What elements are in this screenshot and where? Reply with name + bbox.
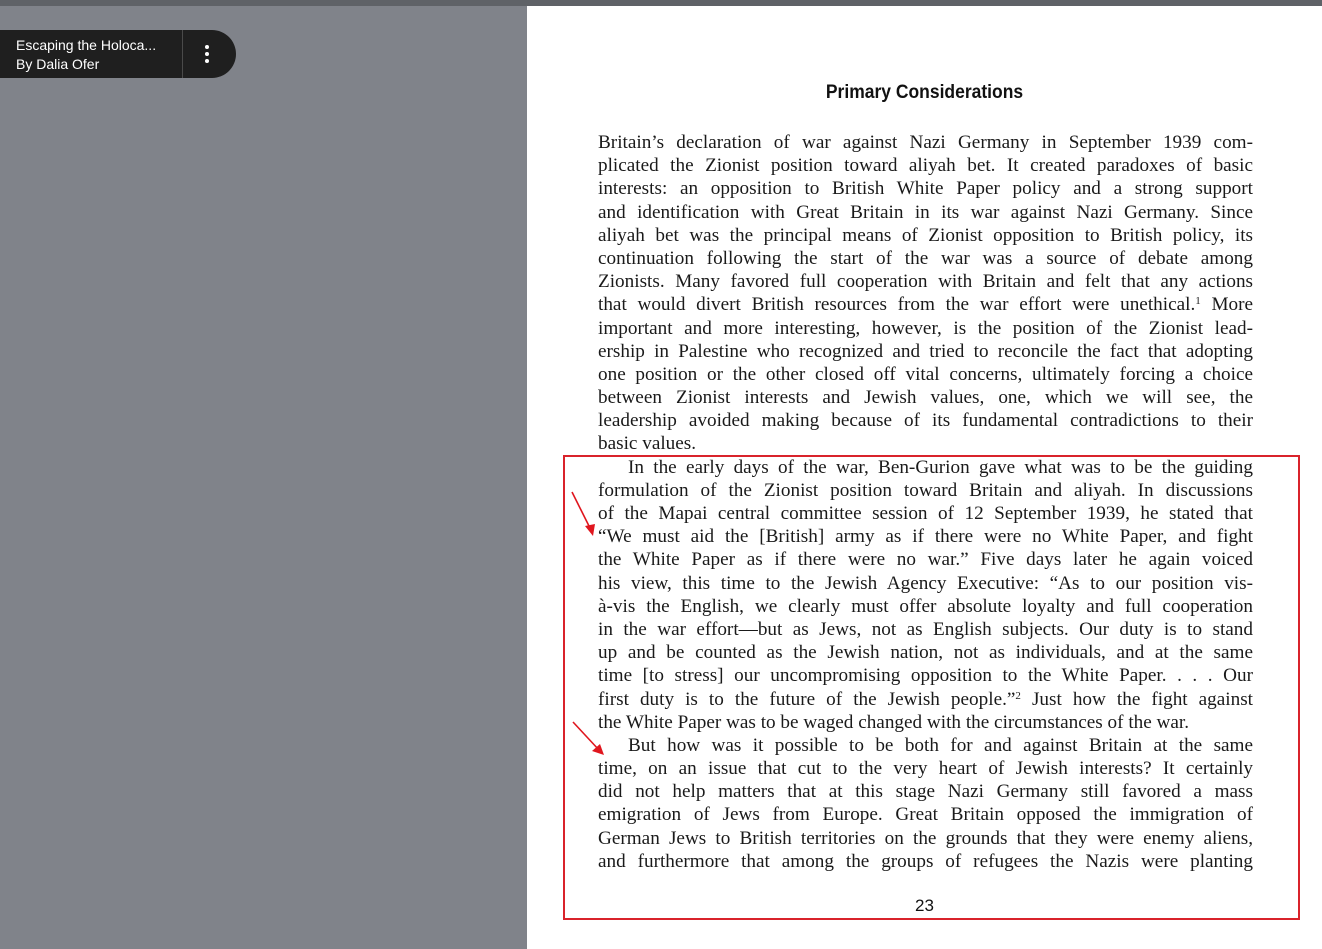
text-segment: first duty is to the future of the Jewish people.”	[598, 688, 1016, 710]
text-line: the White Paper as if there were no war.” Five days later he again voiced	[598, 549, 1253, 571]
annotation-arrow-icon	[569, 490, 599, 538]
footnote-marker[interactable]: 2	[1015, 689, 1021, 702]
text-line: formulation of the Zionist position toward Britain and aliyah. In discussions	[598, 479, 1253, 501]
text-segment: More	[1200, 294, 1253, 316]
text-line: emigration of Jews from Europe. Great Britain opposed the immigration of	[598, 804, 1253, 826]
text-line: his view, this time to the Jewish Agency Executive: “As to our position vis-	[598, 572, 1253, 594]
text-line: up and be counted as the Jewish nation, not as individuals, and at the same	[598, 642, 1253, 664]
text-line: à-vis the English, we clearly must offer absolute loyalty and full cooperation	[598, 595, 1253, 617]
text-line: in the war effort—but as Jews, not as English subjects. Our duty is to stand	[598, 618, 1253, 640]
text-line: basic values.	[598, 433, 697, 455]
text-line: the White Paper was to be waged changed with the circumstances of the war.	[598, 711, 1190, 733]
book-page	[527, 6, 1322, 949]
footnote-marker[interactable]: 1	[1195, 295, 1201, 308]
text-line: and identification with Great Britain in its war against Nazi Germany. Since	[598, 201, 1253, 223]
text-line	[598, 293, 1253, 316]
text-line: of the Mapai central committee session of 12 September 1939, he stated that	[598, 503, 1253, 524]
text-line: But how was it possible to be both for and against Britain at the same	[628, 734, 1253, 756]
text-line: continuation following the start of the war was a source of debate among	[598, 247, 1253, 269]
text-line: and furthermore that among the groups of refugees the Nazis were planting	[598, 850, 1253, 872]
book-author: By Dalia Ofer	[16, 56, 100, 72]
text-line: did not help matters that at this stage Nazi Germany still favored a mass	[598, 781, 1253, 803]
text-line: In the early days of the war, Ben-Gurion gave what was to be the guiding	[628, 456, 1253, 478]
text-line: German Jews to British territories on the grounds that they were enemy aliens,	[598, 827, 1253, 849]
text-line: important and more interesting, however, is the position of the Zionist lead-	[598, 317, 1253, 339]
annotation-highlight-box	[563, 455, 1300, 920]
more-options-button[interactable]	[190, 38, 224, 70]
side-panel	[0, 6, 527, 949]
text-line: plicated the Zionist position toward aliyah bet. It created paradoxes of basic	[598, 155, 1253, 177]
text-line: one position or the other closed off vital concerns, ultimately forcing a choice	[598, 363, 1253, 385]
book-info-chip[interactable]	[0, 30, 236, 78]
page-heading: Primary Considerations	[825, 82, 1024, 103]
text-line: aliyah bet was the principal means of Zionist opposition to British policy, its	[598, 224, 1253, 246]
annotation-arrow-icon	[571, 720, 607, 758]
chip-divider	[182, 30, 183, 78]
text-line: between Zionist interests and Jewish values, one, which we will see, the	[598, 387, 1253, 409]
vertical-ellipsis-icon	[205, 45, 209, 63]
text-segment: Just how the fight against	[1020, 688, 1253, 710]
text-segment: that would divert British resources from the war effort were unethical.	[598, 294, 1196, 316]
text-line: Britain’s declaration of war against Nazi Germany in September 1939 com-	[598, 132, 1253, 153]
text-line: ership in Palestine who recognized and tried to reconcile the fact that adopting	[598, 340, 1253, 362]
text-line: interests: an opposition to British White Paper policy and a strong support	[598, 178, 1253, 200]
text-line: “We must aid the [British] army as if there were no White Paper, and fight	[598, 526, 1253, 548]
text-line: leadership avoided making because of its fundamental contradictions to their	[598, 410, 1253, 432]
text-line: time, on an issue that cut to the very heart of Jewish interests? It certainly	[598, 758, 1253, 780]
text-line: Zionists. Many favored full cooperation with Britain and felt that any actions	[598, 271, 1253, 293]
book-meta	[16, 36, 176, 74]
book-title: Escaping the Holoca...	[16, 37, 157, 53]
text-line: time [to stress] our uncompromising opposition to the White Paper. . . . Our	[598, 665, 1253, 687]
page-number: 23	[915, 896, 934, 915]
